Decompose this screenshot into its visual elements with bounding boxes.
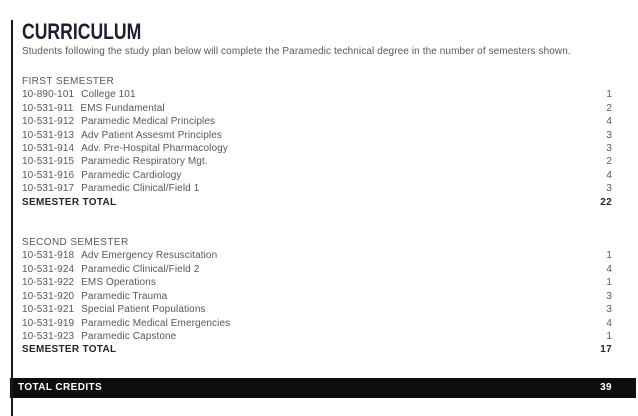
course-row: [22, 88, 612, 101]
course-title: Paramedic Cardiology: [81, 169, 182, 181]
course-row: [22, 102, 612, 115]
section-second-semester: [22, 236, 612, 357]
course-code: 10-531-922: [22, 277, 75, 289]
course-row: [22, 249, 612, 262]
page-subtitle: Students following the study plan below will complete the Paramedic technical degree in the number of semesters shown.: [22, 46, 571, 57]
course-code: 10-531-917: [22, 183, 75, 195]
semester-total-row: [22, 343, 612, 356]
course-credits: 2: [606, 102, 612, 114]
course-credits: 1: [606, 277, 612, 289]
course-title: Adv Emergency Resuscitation: [81, 250, 218, 262]
semester-total-label: SEMESTER TOTAL: [22, 344, 117, 356]
course-credits: 3: [606, 143, 612, 155]
course-credits: 4: [606, 263, 612, 275]
course-row: [22, 303, 612, 316]
course-credits: 3: [606, 290, 612, 302]
course-title: EMS Fundamental: [80, 102, 165, 114]
semester-total-label: SEMESTER TOTAL: [22, 196, 117, 208]
course-credits: 4: [606, 116, 612, 128]
course-title: Paramedic Clinical/Field 2: [81, 263, 200, 275]
course-code: 10-531-918: [22, 250, 75, 262]
semester-total-value: 22: [600, 196, 612, 208]
course-row: [22, 115, 612, 128]
course-code: 10-531-919: [22, 317, 75, 329]
course-title: Paramedic Medical Principles: [81, 116, 216, 128]
course-title: Paramedic Medical Emergencies: [81, 317, 231, 329]
course-credits: 1: [606, 250, 612, 262]
course-title: Paramedic Clinical/Field 1: [81, 183, 200, 195]
course-credits: 3: [606, 304, 612, 316]
course-credits: 1: [606, 330, 612, 342]
total-credits-label: TOTAL CREDITS: [18, 382, 103, 394]
course-credits: 3: [606, 129, 612, 141]
course-row: [22, 290, 612, 303]
page-title: CURRICULUM: [22, 19, 142, 44]
course-credits: 2: [606, 156, 612, 168]
semester-total-value: 17: [600, 344, 612, 356]
course-row: [22, 129, 612, 142]
course-code: 10-531-923: [22, 330, 75, 342]
course-row: [22, 317, 612, 330]
course-title: Paramedic Capstone: [81, 330, 177, 342]
course-credits: 1: [606, 89, 612, 101]
section-heading: FIRST SEMESTER: [22, 76, 115, 87]
course-code: 10-890-101: [22, 89, 75, 101]
course-code: 10-531-913: [22, 129, 75, 141]
course-row: [22, 169, 612, 182]
course-code: 10-531-924: [22, 263, 75, 275]
course-row: [22, 276, 612, 289]
left-vertical-rule: [11, 20, 13, 416]
course-title: EMS Operations: [81, 277, 156, 289]
total-credits-bar: [10, 378, 636, 398]
section-first-semester: [22, 75, 612, 209]
course-code: 10-531-915: [22, 156, 75, 168]
course-title: Special Patient Populations: [81, 304, 206, 316]
course-row: [22, 330, 612, 343]
semester-total-row: [22, 196, 612, 209]
course-row: [22, 155, 612, 168]
course-title: Adv. Pre-Hospital Pharmacology: [81, 143, 228, 155]
course-credits: 4: [606, 169, 612, 181]
course-credits: 3: [606, 183, 612, 195]
course-title: Adv Patient Assesmt Principles: [81, 129, 222, 141]
course-row: [22, 263, 612, 276]
course-title: College 101: [81, 89, 136, 101]
course-code: 10-531-914: [22, 143, 75, 155]
course-row: [22, 142, 612, 155]
course-code: 10-531-912: [22, 116, 75, 128]
course-code: 10-531-916: [22, 169, 75, 181]
course-row: [22, 182, 612, 195]
course-title: Paramedic Respiratory Mgt.: [81, 156, 208, 168]
course-code: 10-531-920: [22, 290, 75, 302]
course-credits: 4: [606, 317, 612, 329]
course-title: Paramedic Trauma: [81, 290, 168, 302]
total-credits-value: 39: [600, 382, 612, 394]
course-code: 10-531-911: [22, 102, 74, 114]
course-code: 10-531-921: [22, 304, 75, 316]
section-heading: SECOND SEMESTER: [22, 237, 129, 249]
